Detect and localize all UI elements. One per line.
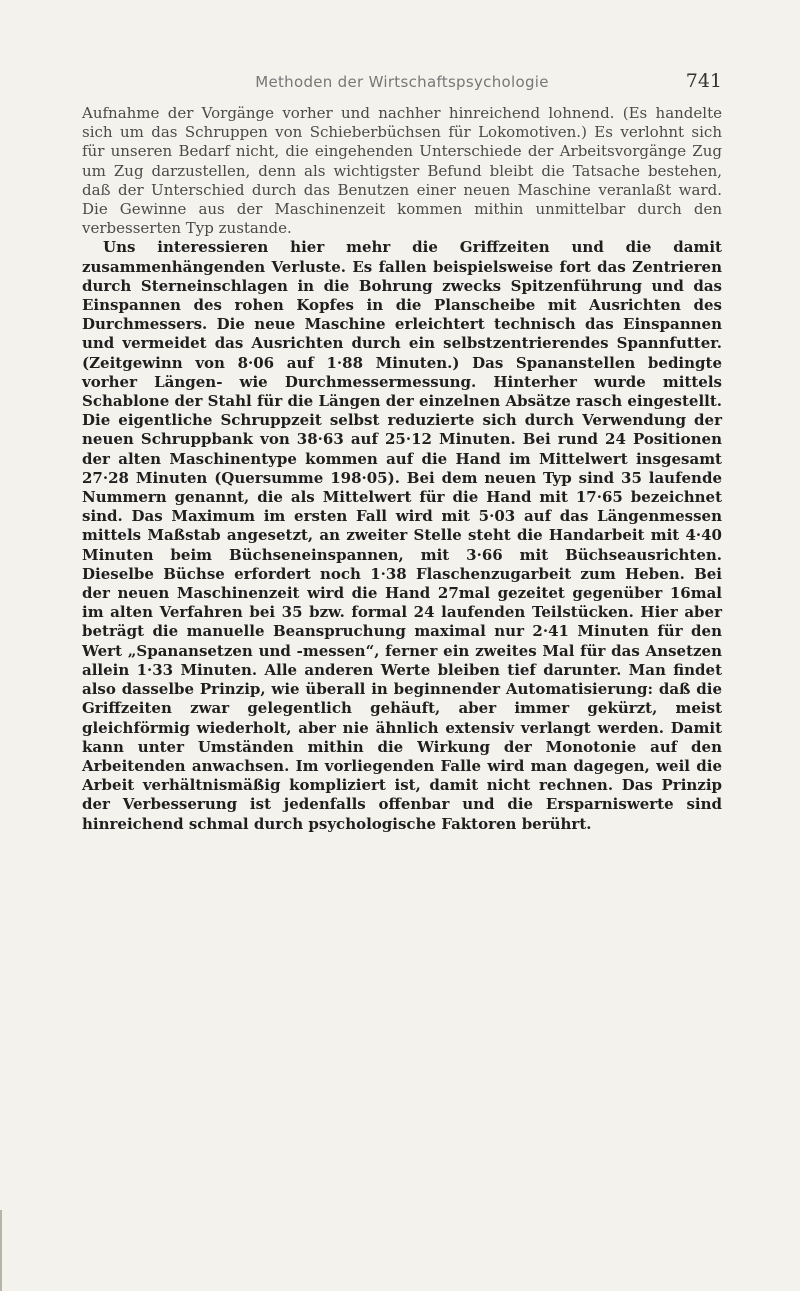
paragraph-2: Uns interessieren hier mehr die Griffzeiten und die damit zusammenhängenden Verluste. Es fallen beispielsweise fort das Zentrieren durch Sterneinschlagen in die Bohrung zwecks Spitzenführung und das Einspannen des rohen Kopfes in die Planscheibe mit Ausrichten des Durchmessers. Die neue Maschine erleichtert technisch das Einspannen und vermeidet das Ausrichten durch ein selbstzentrierendes Spannfutter. (Zeitgewinn von 8·06 auf 1·88 Minuten.) Das Spananstellen bedingte vorher Längen- wie Durchmessermessung. Hinterher wurde mittels Schablone der Stahl für die Längen der einzelnen Absätze rasch eingestellt. Die eigentliche Schruppzeit selbst reduzierte sich durch Verwendung der neuen Schruppbank von 38·63 auf 25·12 Minuten. Bei rund 24 Positionen der alten Maschinentype kommen auf die Hand im Mittelwert insgesamt 27·28 Minuten (Quersumme 198·05). Bei dem neuen Typ sind 35 laufende Nummern genannt, die als Mittelwert für die Hand mit 17·65 bezeichnet sind. Das Maximum im ersten Fall wird mit 5·03 auf das Längenmessen mittels Maßstab angesetzt, an zweiter Stelle steht die Handarbeit mit 4·40 Minuten beim Büchseneinspannen, mit 3·66 mit Büchseausrichten. Dieselbe Büchse erfordert noch 1·38 Flaschenzugarbeit zum Heben. Bei der neuen Maschinenzeit wird die Hand 27mal gezeitet gegenüber 16mal im alten Verfahren bei 35 bzw. formal 24 laufenden Teilstücken. Hier aber beträgt die manuelle Beanspruchung maximal nur 2·41 Minuten für den Wert „Spanansetzen und -messen“, ferner ein zweites Mal für das Ansetzen allein 1·33 Minuten. Alle anderen Werte bleiben tief darunter. Man findet also dasselbe Prinzip, wie überall in beginnender Automatisierung: daß die Griffzeiten zwar gelegentlich gehäuft, aber immer gekürzt, meist gleichförmig wiederholt, aber nie ähnlich extensiv verlangt werden. Damit kann unter Umständen mithin die Wirkung der Monotonie auf den Arbeitenden anwachsen. Im vorliegenden Falle wird man dagegen, weil die Arbeit verhältnismäßig kompliziert ist, damit nicht rechnen. Das Prinzip der Verbesserung ist jedenfalls offenbar und die Ersparniswerte sind hinreichend schmal durch psychologische Faktoren berührt. [82,238,722,833]
body-text [82,104,722,834]
page-number: 741 [685,70,722,92]
running-title: Methoden der Wirtschaftspsychologie [255,73,549,91]
running-head [82,70,722,96]
paragraph-1: Aufnahme der Vorgänge vorher und nachher hinreichend lohnend. (Es handelte sich um das Schruppen von Schieberbüchsen für Lokomotiven.) Es verlohnt sich für unseren Bedarf nicht, die eingehenden Unterschiede der Arbeitsvorgänge Zug um Zug darzustellen, denn als wichtigster Befund bleibt die Tatsache bestehen, daß der Unterschied durch das Benutzen einer neuen Maschine veranlaßt ward. Die Gewinne aus der Maschinenzeit kommen mithin unmittelbar durch den verbesserten Typ zustande. [82,104,722,238]
page-edge-mark [0,1210,2,1291]
